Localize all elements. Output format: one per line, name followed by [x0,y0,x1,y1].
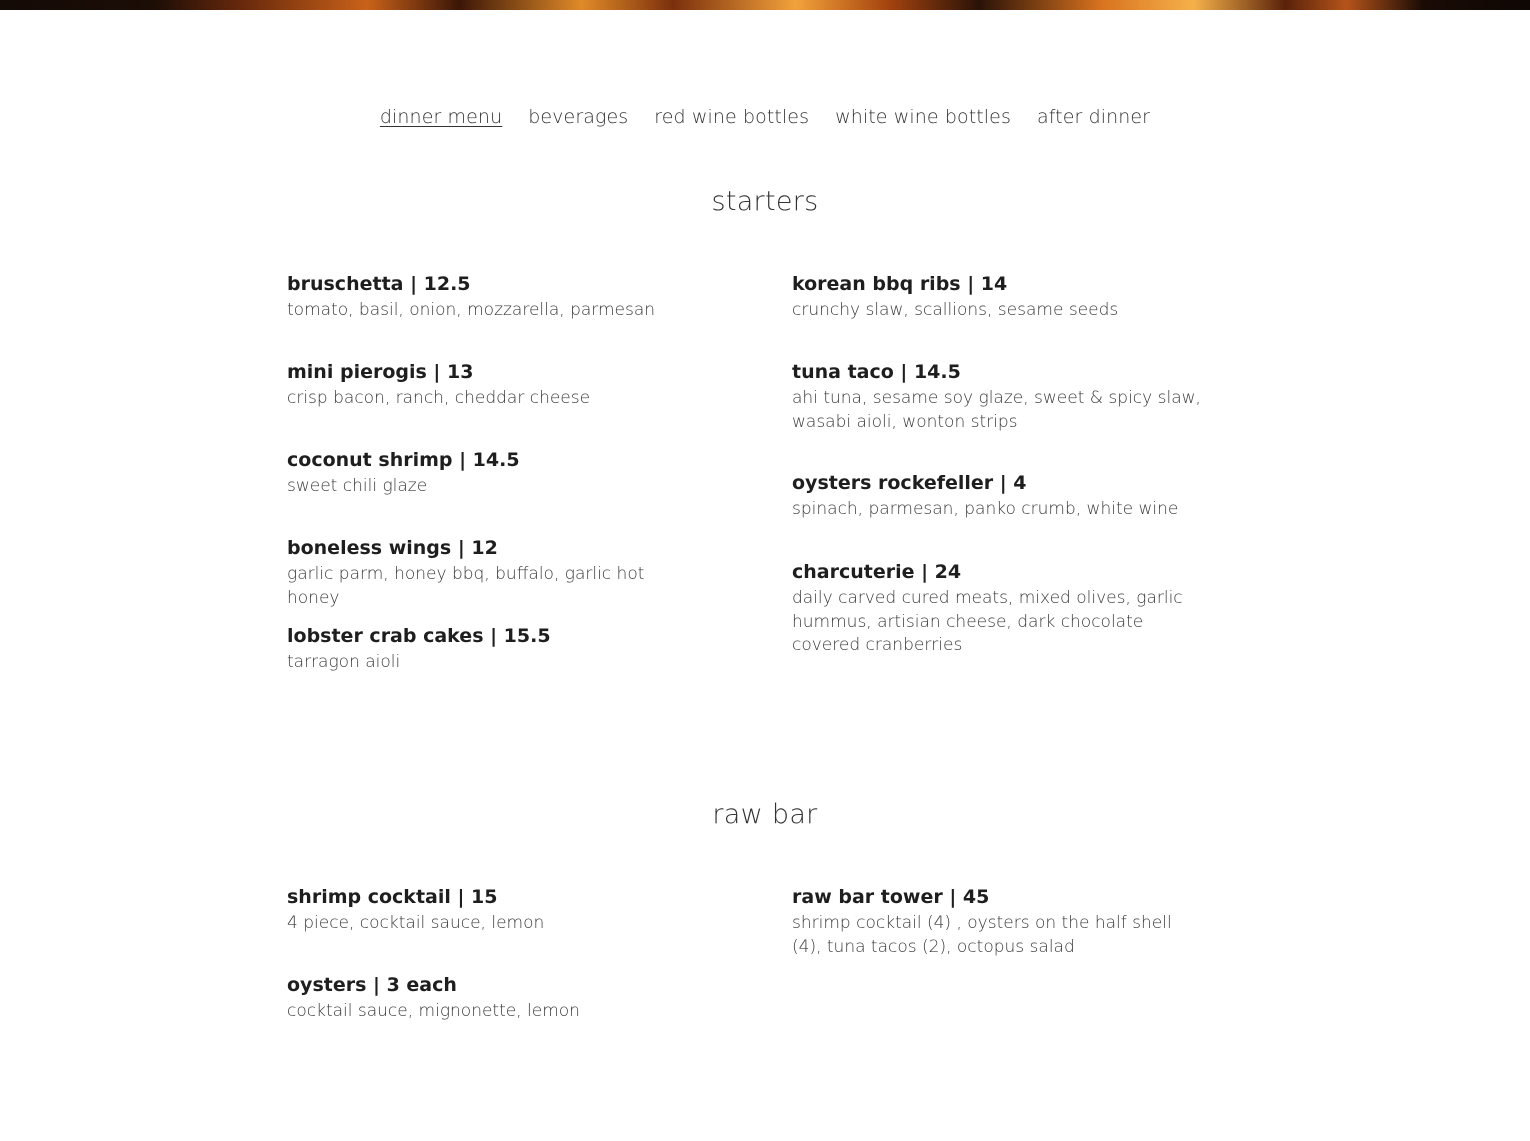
nav-red-wine-bottles[interactable]: red wine bottles [654,106,810,128]
menu-item-name: coconut shrimp | 14.5 [287,449,520,471]
menu-item [792,559,1202,658]
menu-item [792,470,1202,522]
menu-item [792,271,1202,323]
menu-item-description: shrimp cocktail (4) , oysters on the half shell (4), tuna tacos (2), octopus salad [792,913,1172,957]
menu-item [287,447,697,499]
menu-item-description: spinach, parmesan, panko crumb, white wine [792,499,1179,519]
menu-item-name: raw bar tower | 45 [792,886,990,908]
menu-item [287,271,697,323]
menu-item [287,884,697,936]
menu-item [792,359,1202,434]
menu-item-name: charcuterie | 24 [792,561,962,583]
menu-item-name: mini pierogis | 13 [287,361,474,383]
menu-item-name: korean bbq ribs | 14 [792,273,1008,295]
menu-item [792,884,1202,959]
menu-item [287,359,697,411]
nav-white-wine-bottles[interactable]: white wine bottles [835,106,1011,128]
menu-item-description: crunchy slaw, scallions, sesame seeds [792,300,1119,320]
menu-item [287,535,697,610]
section-title-starters: starters [711,186,819,217]
nav-after-dinner[interactable]: after dinner [1036,106,1151,128]
menu-item-description: ahi tuna, sesame soy glaze, sweet & spicy slaw, wasabi aioli, wonton strips [792,388,1201,432]
menu-item-name: lobster crab cakes | 15.5 [287,625,551,647]
menu-nav [0,106,1530,128]
menu-item-name: boneless wings | 12 [287,537,498,559]
menu-item-description: crisp bacon, ranch, cheddar cheese [287,388,591,408]
nav-dinner-menu[interactable]: dinner menu [379,106,503,128]
menu-item-name: bruschetta | 12.5 [287,273,471,295]
nav-beverages[interactable]: beverages [528,106,629,128]
menu-item-description: garlic parm, honey bbq, buffalo, garlic hot honey [287,564,645,608]
menu-item-description: tomato, basil, onion, mozzarella, parmesan [287,300,656,320]
menu-item-name: shrimp cocktail | 15 [287,886,498,908]
menu-item-description: daily carved cured meats, mixed olives, garlic hummus, artisian cheese, dark chocolate covered cranberries [792,588,1183,655]
menu-item-name: oysters | 3 each [287,974,457,996]
section-title-raw-bar: raw bar [712,799,818,830]
hero-image-strip [0,0,1530,10]
menu-item [287,623,697,675]
menu-item-description: 4 piece, cocktail sauce, lemon [287,913,545,933]
menu-item-description: tarragon aioli [287,652,401,672]
menu-item-name: tuna taco | 14.5 [792,361,961,383]
menu-item-name: oysters rockefeller | 4 [792,472,1027,494]
menu-item-description: sweet chili glaze [287,476,428,496]
menu-item-description: cocktail sauce, mignonette, lemon [287,1001,580,1021]
menu-item [287,972,697,1024]
